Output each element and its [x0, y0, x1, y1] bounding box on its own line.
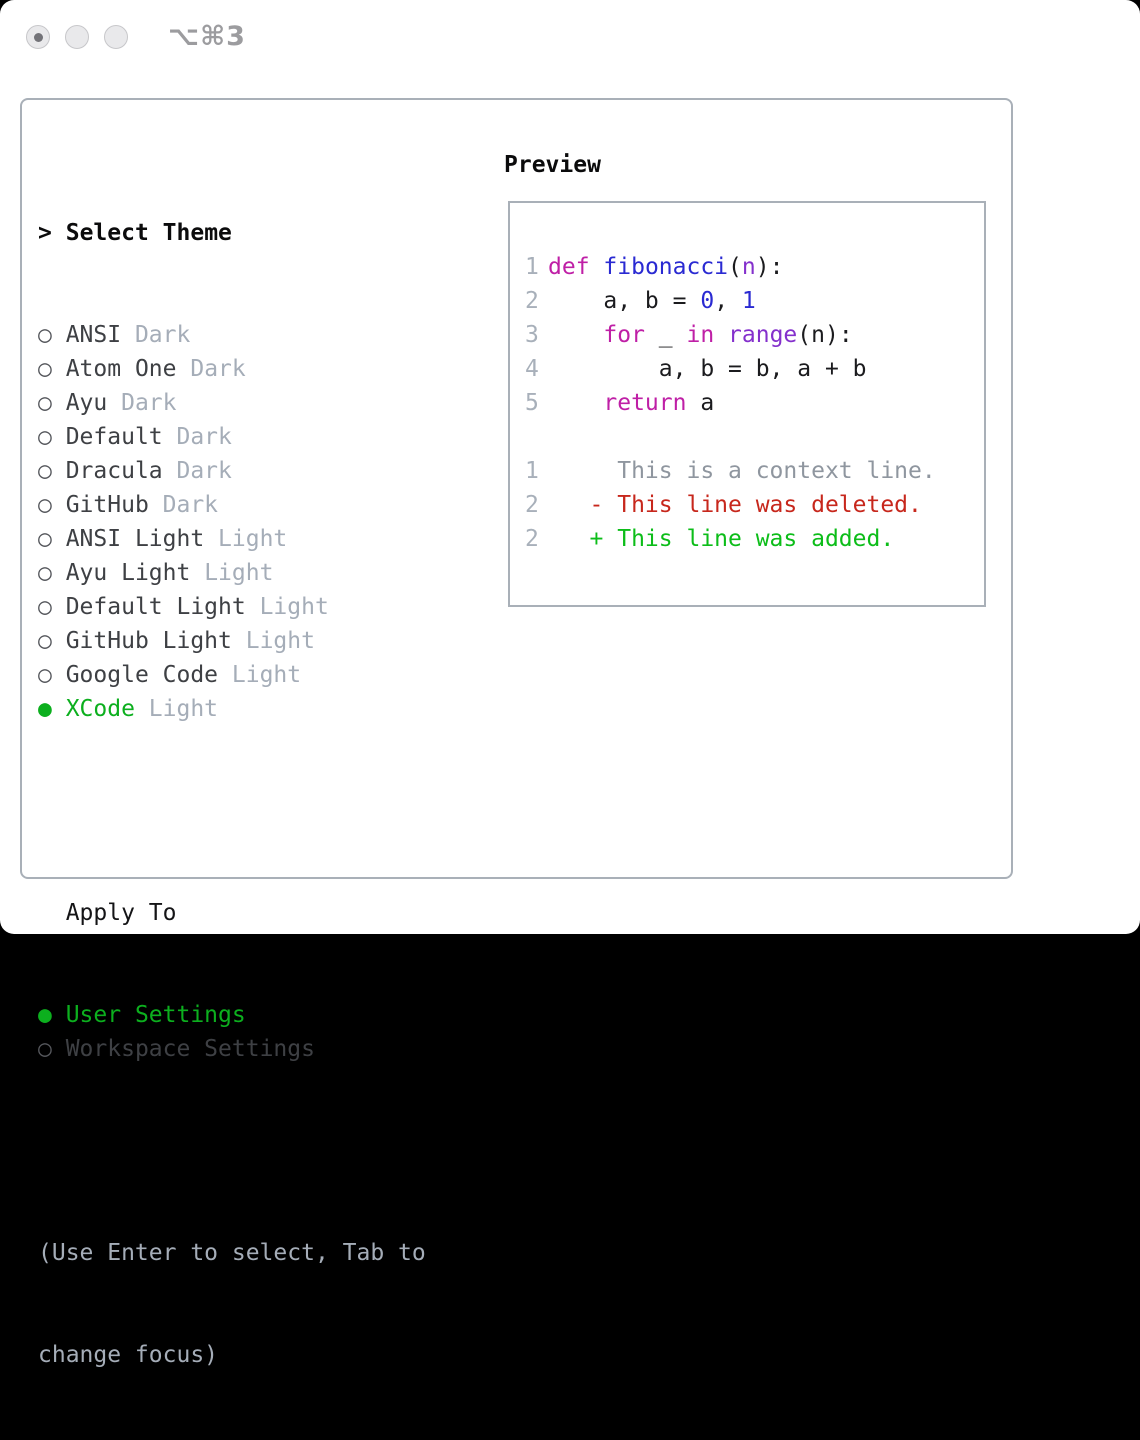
- theme-list: [38, 148, 426, 1440]
- theme-option-ayu-light[interactable]: [38, 556, 426, 590]
- line-number: 3: [525, 322, 539, 348]
- titlebar: [26, 21, 246, 52]
- theme-option-ansi-light[interactable]: [38, 522, 426, 556]
- code-token-purple: range: [728, 322, 798, 348]
- code-line: [525, 352, 936, 386]
- radio-unselected-icon: ○: [38, 526, 52, 552]
- apply-to-heading: [38, 896, 426, 930]
- apply-option-workspace-settings[interactable]: [38, 1032, 426, 1066]
- window-control-maximize[interactable]: [104, 25, 128, 49]
- code-line: [525, 250, 936, 284]
- theme-option-label: Default Light: [51, 594, 260, 620]
- theme-variant-tag: Dark: [176, 458, 232, 484]
- radio-unselected-icon: ○: [38, 492, 52, 518]
- theme-variant-tag: Light: [259, 594, 329, 620]
- theme-option-github-light[interactable]: [38, 624, 426, 658]
- focus-caret-icon: >: [38, 220, 52, 246]
- window-control-close[interactable]: [26, 25, 50, 49]
- code-token-del: - This line was deleted.: [548, 492, 922, 518]
- code-token-num: 0: [700, 288, 715, 314]
- diff-line: [525, 454, 936, 488]
- apply-option-label: Workspace Settings: [51, 1036, 315, 1062]
- code-token-kw: def: [548, 254, 590, 280]
- line-number: 4: [525, 356, 539, 382]
- code-token-pl: ,: [714, 288, 742, 314]
- code-token-pl: a, b = b, a + b: [548, 356, 867, 382]
- active-control-dot-icon: [34, 33, 43, 42]
- radio-unselected-icon: ○: [38, 628, 52, 654]
- theme-option-label: Ayu Light: [51, 560, 205, 586]
- theme-variant-tag: Light: [218, 526, 288, 552]
- line-number: 1: [525, 254, 539, 280]
- help-text-line2: change focus): [38, 1342, 219, 1368]
- radio-unselected-icon: ○: [38, 424, 52, 450]
- radio-selected-icon: ●: [38, 1002, 52, 1028]
- theme-list-heading: [38, 216, 426, 250]
- radio-unselected-icon: ○: [38, 322, 52, 348]
- code-token-kw: return: [603, 390, 687, 416]
- code-token-num: 1: [741, 288, 756, 314]
- line-number: 1: [525, 458, 539, 484]
- preview-box: [508, 201, 986, 607]
- theme-option-label: Google Code: [51, 662, 232, 688]
- theme-option-label: Ayu: [51, 390, 122, 416]
- radio-unselected-icon: ○: [38, 594, 52, 620]
- theme-option-label: Atom One: [51, 356, 191, 382]
- theme-option-default-light[interactable]: [38, 590, 426, 624]
- radio-unselected-icon: ○: [38, 662, 52, 688]
- theme-variant-tag: Light: [231, 662, 302, 688]
- theme-variant-tag: Light: [245, 628, 315, 654]
- spacer-row: [525, 420, 936, 454]
- help-text-line1: (Use Enter to select, Tab to: [38, 1240, 426, 1266]
- theme-option-label: ANSI Light: [51, 526, 219, 552]
- code-token-kw: in: [686, 322, 715, 348]
- window-control-minimize[interactable]: [65, 25, 89, 49]
- theme-option-google-code[interactable]: [38, 658, 426, 692]
- spacer-row: [38, 1134, 426, 1168]
- code-token-pl: (n):: [797, 322, 853, 348]
- apply-to-options: [38, 998, 426, 1066]
- theme-options: [38, 318, 426, 726]
- code-token-pl: [548, 390, 603, 416]
- theme-variant-tag: Dark: [190, 356, 246, 382]
- code-token-pl: a: [686, 390, 715, 416]
- code-token-ctx: This is a context line.: [548, 458, 936, 484]
- theme-option-ansi[interactable]: [38, 318, 426, 352]
- radio-unselected-icon: ○: [38, 1036, 52, 1062]
- apply-option-label: User Settings: [51, 1002, 246, 1028]
- theme-option-default[interactable]: [38, 420, 426, 454]
- theme-variant-tag: Dark: [121, 390, 177, 416]
- radio-unselected-icon: ○: [38, 560, 52, 586]
- radio-unselected-icon: ○: [38, 356, 52, 382]
- code-line: [525, 386, 936, 420]
- theme-option-label: XCode: [51, 696, 149, 722]
- code-token-pl: [714, 322, 728, 348]
- theme-option-label: GitHub Light: [51, 628, 246, 654]
- theme-variant-tag: Dark: [162, 492, 219, 518]
- main-panel: [20, 98, 1013, 1368]
- theme-option-dracula[interactable]: [38, 454, 426, 488]
- line-number: 2: [525, 526, 539, 552]
- theme-option-label: GitHub: [51, 492, 163, 518]
- code-token-purple: n: [741, 254, 756, 280]
- code-token-pl: (: [728, 254, 742, 280]
- code-token-kw: for: [603, 322, 645, 348]
- code-line: [525, 284, 936, 318]
- radio-selected-icon: ●: [38, 696, 52, 722]
- theme-option-ayu[interactable]: [38, 386, 426, 420]
- apply-to-heading-label: Apply To: [65, 900, 177, 926]
- code-token-add: + This line was added.: [548, 526, 895, 552]
- preview-heading: Preview: [504, 152, 601, 178]
- code-preview: [525, 250, 936, 556]
- line-number: 2: [525, 492, 539, 518]
- theme-option-github[interactable]: [38, 488, 426, 522]
- line-number: 2: [525, 288, 539, 314]
- line-number: 5: [525, 390, 539, 416]
- code-token-pl: [548, 322, 603, 348]
- theme-option-atom-one[interactable]: [38, 352, 426, 386]
- diff-line: [525, 522, 936, 556]
- keyboard-shortcut-label: ⌥⌘3: [168, 21, 246, 52]
- theme-variant-tag: Dark: [134, 322, 191, 348]
- theme-list-heading-label: Select Theme: [65, 220, 232, 246]
- theme-variant-tag: Light: [204, 560, 274, 586]
- apply-option-user-settings[interactable]: [38, 998, 426, 1032]
- theme-option-xcode[interactable]: [38, 692, 426, 726]
- spacer-row: [38, 794, 426, 828]
- diff-line: [525, 488, 936, 522]
- code-token-pl: _: [644, 322, 687, 348]
- radio-unselected-icon: ○: [38, 390, 52, 416]
- theme-option-label: Default: [51, 424, 177, 450]
- code-token-pl: ):: [755, 254, 784, 280]
- code-line: [525, 318, 936, 352]
- code-token-fn: fibonacci: [603, 254, 729, 280]
- code-token-pl: [590, 254, 604, 280]
- radio-unselected-icon: ○: [38, 458, 52, 484]
- theme-option-label: Dracula: [51, 458, 177, 484]
- theme-variant-tag: Dark: [176, 424, 232, 450]
- theme-option-label: ANSI: [51, 322, 135, 348]
- code-token-pl: a, b =: [548, 288, 701, 314]
- theme-variant-tag: Light: [148, 696, 219, 722]
